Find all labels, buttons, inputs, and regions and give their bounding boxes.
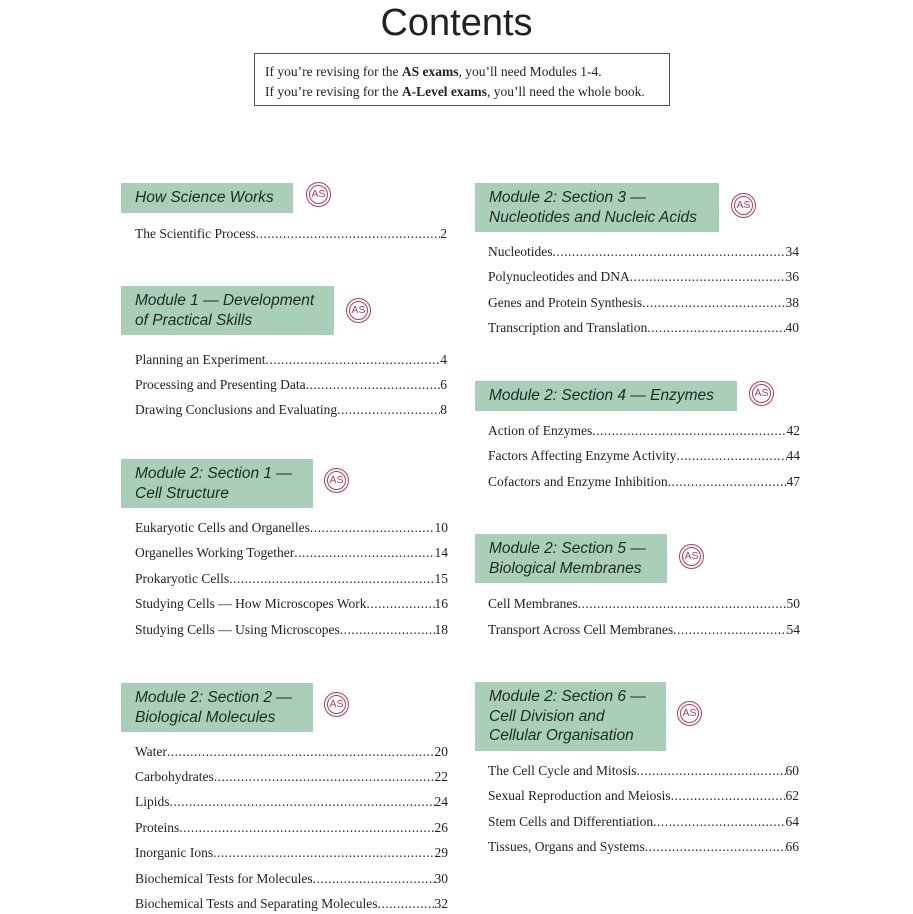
dot-leader — [673, 620, 786, 640]
entry-page-number: 42 — [786, 423, 800, 438]
contents-entry[interactable] — [135, 792, 448, 812]
dot-leader — [578, 594, 787, 614]
entry-page-number: 47 — [786, 474, 800, 489]
entry-page-number: 29 — [434, 845, 448, 860]
as-badge-label: AS — [684, 550, 699, 562]
section-heading — [475, 682, 666, 751]
dot-leader — [367, 594, 435, 614]
as-badge-icon — [679, 544, 704, 569]
as-badge-label: AS — [754, 387, 769, 399]
entry-page-number: 22 — [434, 769, 448, 784]
contents-entry[interactable] — [135, 869, 448, 889]
section-heading — [121, 683, 313, 732]
entry-title: Cofactors and Enzyme Inhibition — [488, 474, 668, 489]
entry-page-number: 40 — [785, 320, 799, 335]
entry-title: Biochemical Tests for Molecules — [135, 871, 313, 886]
section-heading-line: Module 2: Section 4 — Enzymes — [489, 387, 714, 404]
entry-title: Processing and Presenting Data — [135, 377, 306, 392]
as-badge-icon — [306, 182, 331, 207]
contents-entry[interactable] — [135, 742, 448, 762]
notice-line-1: If you’re revising for the AS exams, you’ll need Modules 1-4. — [265, 64, 602, 79]
entry-title: Stem Cells and Differentiation — [488, 814, 654, 829]
entry-title: Planning an Experiment — [135, 352, 266, 367]
dot-leader — [647, 318, 785, 338]
entry-page-number: 62 — [785, 788, 799, 803]
entry-page-number: 36 — [785, 269, 799, 284]
entry-title: Water — [135, 744, 167, 759]
as-badge-label: AS — [351, 304, 366, 316]
contents-entry[interactable] — [135, 375, 447, 395]
entry-title: Tissues, Organs and Systems — [488, 839, 645, 854]
entry-title: Biochemical Tests and Separating Molecules — [135, 896, 378, 911]
dot-leader — [214, 767, 435, 787]
entry-page-number: 24 — [434, 794, 448, 809]
contents-entry[interactable] — [488, 242, 799, 262]
contents-entry[interactable] — [488, 293, 799, 313]
dot-leader — [310, 518, 435, 538]
entry-page-number: 30 — [434, 871, 448, 886]
entry-title: Factors Affecting Enzyme Activity — [488, 448, 677, 463]
notice-line-2: If you’re revising for the A-Level exams, you’ll need the whole book. — [265, 84, 645, 99]
as-badge-icon — [324, 468, 349, 493]
entry-title: The Scientific Process — [135, 226, 256, 241]
entry-title: Action of Enzymes — [488, 423, 593, 438]
dot-leader — [378, 894, 435, 914]
as-badge-label: AS — [736, 199, 751, 211]
dot-leader — [653, 812, 785, 832]
contents-entry[interactable] — [488, 446, 800, 466]
contents-entry[interactable] — [135, 894, 448, 914]
contents-entry[interactable] — [135, 818, 448, 838]
dot-leader — [265, 350, 440, 370]
section-heading — [475, 381, 737, 411]
contents-entry[interactable] — [488, 472, 800, 492]
contents-entry[interactable] — [488, 786, 799, 806]
dot-leader — [306, 375, 441, 395]
section-heading — [475, 183, 719, 232]
section-heading — [121, 459, 313, 508]
entry-title: Sexual Reproduction and Meiosis — [488, 788, 671, 803]
dot-leader — [645, 837, 786, 857]
dot-leader — [313, 869, 435, 889]
section-heading-line: of Practical Skills — [135, 311, 253, 329]
as-badge-label: AS — [329, 698, 344, 710]
section-heading-line: Module 1 — Development — [135, 292, 315, 309]
dot-leader — [167, 742, 435, 762]
contents-entry[interactable] — [488, 594, 800, 614]
entry-page-number: 16 — [434, 596, 448, 611]
contents-entry[interactable] — [135, 620, 448, 640]
entry-page-number: 66 — [785, 839, 799, 854]
section-heading — [121, 183, 293, 213]
contents-entry[interactable] — [135, 224, 447, 244]
dot-leader — [592, 421, 786, 441]
section-heading-line: Biological Membranes — [489, 559, 642, 577]
entry-title: Transcription and Translation — [488, 320, 648, 335]
entry-page-number: 6 — [440, 377, 447, 392]
dot-leader — [256, 224, 441, 244]
entry-title: Proteins — [135, 820, 180, 835]
entry-title: Studying Cells — How Microscopes Work — [135, 596, 367, 611]
as-badge-icon — [731, 193, 756, 218]
dot-leader — [179, 818, 434, 838]
entry-title: Inorganic Ions — [135, 845, 214, 860]
entry-page-number: 14 — [434, 545, 448, 560]
page-title: Contents — [380, 2, 533, 44]
dot-leader — [337, 400, 440, 420]
contents-entry[interactable] — [488, 761, 799, 781]
entry-title: Polynucleotides and DNA — [488, 269, 630, 284]
entry-title: Lipids — [135, 794, 170, 809]
entry-page-number: 18 — [434, 622, 448, 637]
dot-leader — [552, 242, 785, 262]
entry-page-number: 64 — [785, 814, 799, 829]
contents-entry[interactable] — [135, 350, 447, 370]
entry-title: Organelles Working Together — [135, 545, 295, 560]
section-heading-line: How Science Works — [135, 189, 274, 206]
contents-entry[interactable] — [488, 318, 799, 338]
as-badge-label: AS — [682, 707, 697, 719]
entry-page-number: 50 — [786, 596, 800, 611]
revision-notice — [254, 53, 670, 106]
as-badge-icon — [324, 692, 349, 717]
dot-leader — [294, 543, 434, 563]
entry-page-number: 54 — [786, 622, 800, 637]
contents-entry[interactable] — [135, 543, 448, 563]
section-heading-line: Module 2: Section 2 — — [135, 689, 292, 706]
entry-title: Nucleotides — [488, 244, 553, 259]
entry-page-number: 20 — [434, 744, 448, 759]
entry-page-number: 2 — [440, 226, 447, 241]
section-heading-line: Module 2: Section 6 — — [489, 688, 646, 705]
contents-entry[interactable] — [488, 421, 800, 441]
contents-entry[interactable] — [135, 843, 448, 863]
section-heading-line: Biological Molecules — [135, 708, 276, 726]
entry-title: Drawing Conclusions and Evaluating — [135, 402, 338, 417]
entry-page-number: 60 — [785, 763, 799, 778]
entry-page-number: 4 — [440, 352, 447, 367]
section-heading-line: Module 2: Section 5 — — [489, 540, 646, 557]
section-heading-line: Module 2: Section 3 — — [489, 189, 646, 206]
dot-leader — [636, 761, 785, 781]
entry-title: Genes and Protein Synthesis — [488, 295, 643, 310]
entry-page-number: 8 — [440, 402, 447, 417]
dot-leader — [213, 843, 434, 863]
dot-leader — [668, 472, 787, 492]
dot-leader — [671, 786, 786, 806]
as-badge-icon — [346, 298, 371, 323]
contents-entry[interactable] — [488, 837, 799, 857]
section-heading — [475, 534, 667, 583]
entry-page-number: 44 — [786, 448, 800, 463]
contents-entry[interactable] — [135, 767, 448, 787]
entry-page-number: 34 — [785, 244, 799, 259]
dot-leader — [229, 569, 434, 589]
dot-leader — [642, 293, 785, 313]
entry-title: Cell Membranes — [488, 596, 578, 611]
section-heading — [121, 286, 334, 335]
entry-page-number: 32 — [434, 896, 448, 911]
section-heading-line: Cellular Organisation — [489, 727, 634, 744]
contents-entry[interactable] — [488, 267, 799, 287]
as-badge-label: AS — [329, 474, 344, 486]
contents-entry[interactable] — [488, 620, 800, 640]
contents-entry[interactable] — [135, 594, 448, 614]
entry-title: Studying Cells — Using Microscopes — [135, 622, 340, 637]
section-heading-line: Cell Division and — [489, 707, 605, 725]
dot-leader — [676, 446, 786, 466]
section-heading-line: Nucleotides and Nucleic Acids — [489, 208, 697, 226]
contents-entry[interactable] — [488, 812, 799, 832]
entry-title: Transport Across Cell Membranes — [488, 622, 674, 637]
as-badge-label: AS — [311, 188, 326, 200]
entry-title: The Cell Cycle and Mitosis — [488, 763, 637, 778]
dot-leader — [340, 620, 435, 640]
as-badge-icon — [677, 701, 702, 726]
contents-entry[interactable] — [135, 518, 448, 538]
contents-entry[interactable] — [135, 400, 447, 420]
entry-page-number: 15 — [434, 571, 448, 586]
entry-page-number: 10 — [434, 520, 448, 535]
section-heading-line: Module 2: Section 1 — — [135, 465, 292, 482]
contents-entry[interactable] — [135, 569, 448, 589]
section-heading-line: Cell Structure — [135, 484, 229, 502]
dot-leader — [630, 267, 786, 287]
as-badge-icon — [749, 381, 774, 406]
entry-title: Eukaryotic Cells and Organelles — [135, 520, 310, 535]
entry-page-number: 38 — [785, 295, 799, 310]
entry-page-number: 26 — [434, 820, 448, 835]
entry-title: Prokaryotic Cells — [135, 571, 230, 586]
entry-title: Carbohydrates — [135, 769, 214, 784]
dot-leader — [170, 792, 435, 812]
